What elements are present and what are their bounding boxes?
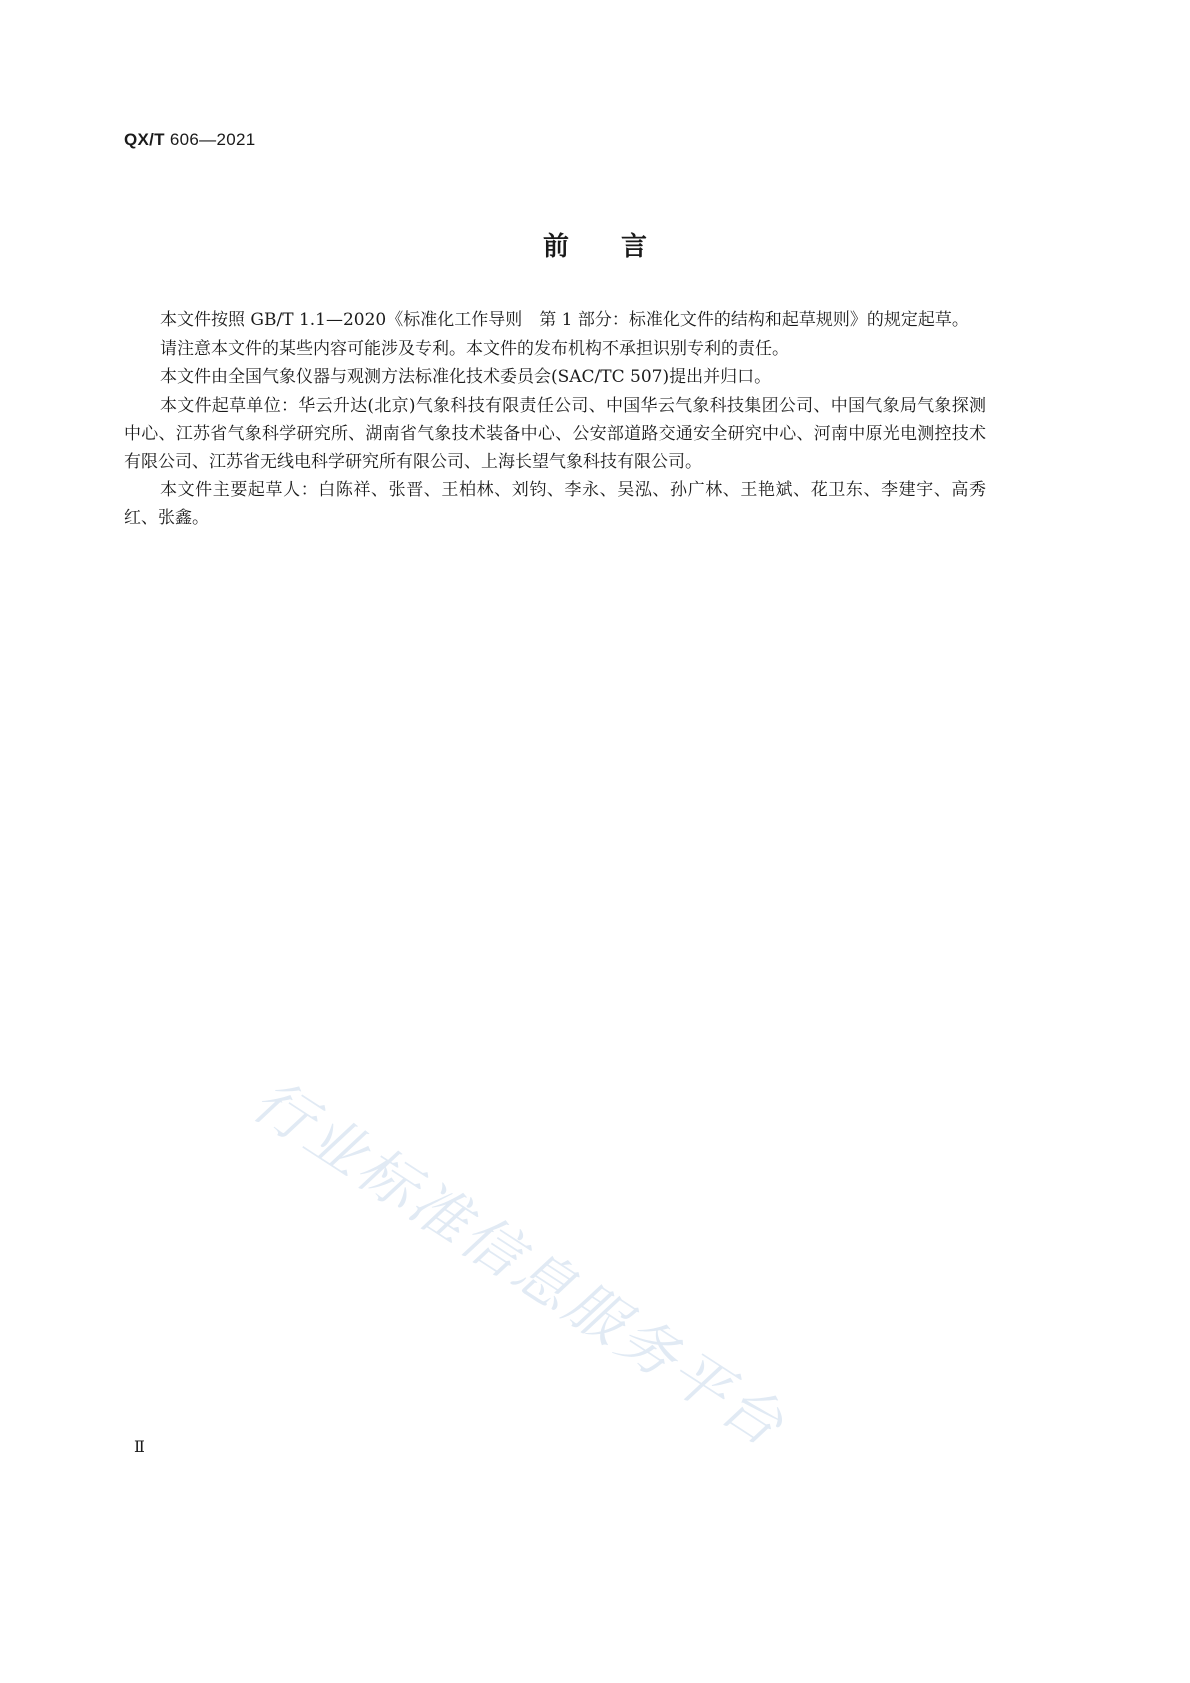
page-number: Ⅱ (134, 1437, 145, 1456)
paragraph-patent-notice: 请注意本文件的某些内容可能涉及专利。本文件的发布机构不承担识别专利的责任。 (160, 338, 789, 359)
paragraph-drafting-units: 本文件起草单位：华云升达(北京)气象科技有限责任公司、中国华云气象科技集团公司、中国气象局气象探测中心、江苏省气象科学研究所、湖南省气象技术装备中心、公安部道路交通安全研究中心、河南中原光电测控技术有限公司、江苏省无线电科学研究所有限公司、上海长望气象科技有限公司。 (124, 395, 986, 472)
watermark: 行业标准信息服务平台 (240, 1065, 798, 1461)
document-code-prefix: QX/T (124, 130, 165, 149)
paragraph-drafting-rules: 本文件按照 GB/T 1.1—2020《标准化工作导则 第 1 部分：标准化文件的结构和起草规则》的规定起草。 (160, 310, 969, 330)
paragraph-drafters: 本文件主要起草人：白陈祥、张晋、王柏林、刘钧、李永、吴泓、孙广林、王艳斌、花卫东、李建宇、高秀红、张鑫。 (124, 480, 986, 528)
paragraph-proposer: 本文件由全国气象仪器与观测方法标准化技术委员会(SAC/TC 507)提出并归口。 (160, 367, 772, 387)
foreword-body (124, 306, 986, 533)
page-title: 前言 (542, 232, 699, 262)
document-code-number: 606—2021 (164, 130, 256, 149)
document-code (124, 130, 255, 150)
